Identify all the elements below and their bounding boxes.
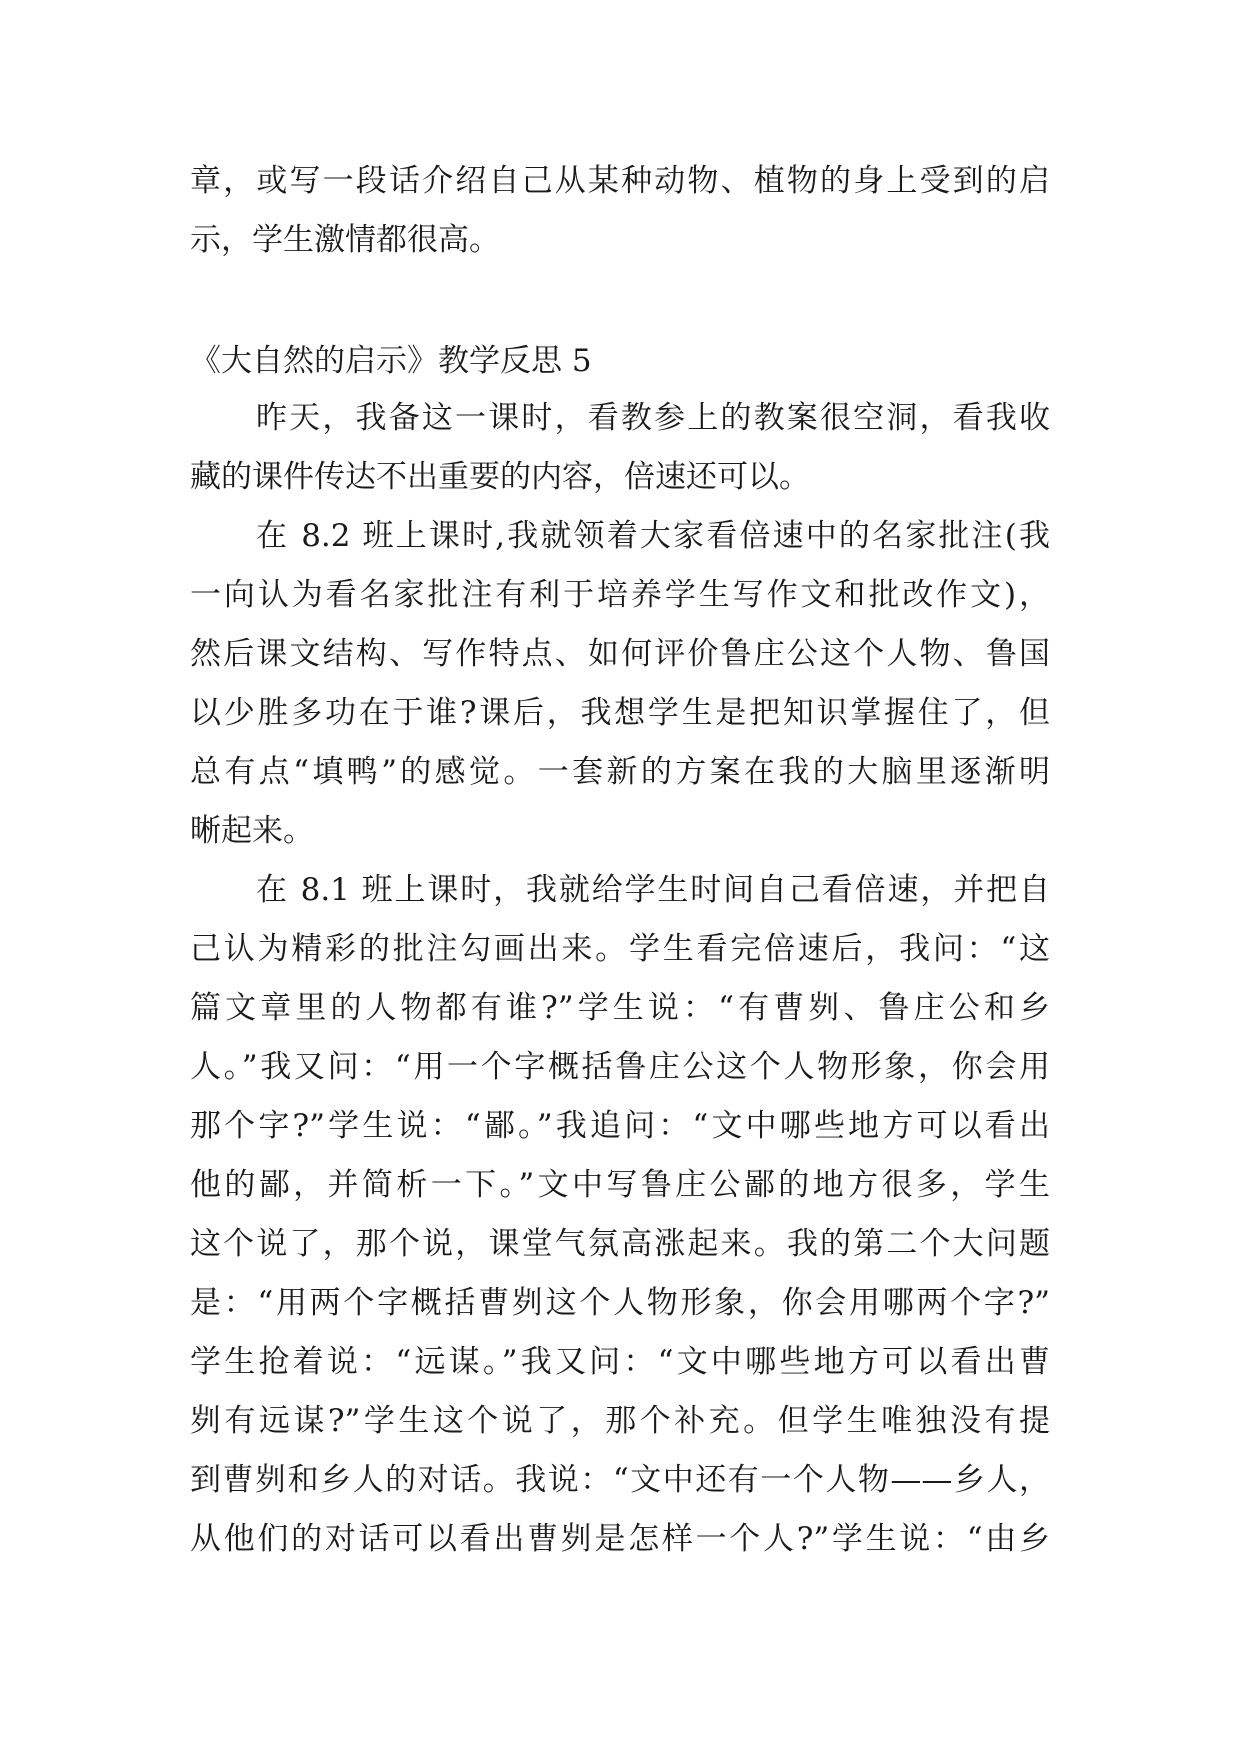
text-line: 在 8.2 班上课时,我就领着大家看倍速中的名家批注(我: [256, 518, 1050, 554]
text-line: 人。”我又问：“用一个字概括鲁庄公这个人物形象，你会用: [190, 1049, 1050, 1085]
text-line: 那个字?”学生说：“鄙。”我追问：“文中哪些地方可以看出: [190, 1108, 1050, 1144]
section-body: [190, 389, 1050, 1569]
text-line: 晰起来。: [190, 813, 314, 849]
text-line: 以少胜多功在于谁?课后，我想学生是把知识掌握住了，但: [190, 695, 1050, 731]
continuation-paragraph: [190, 152, 1050, 270]
text-line: 是：“用两个字概括曹刿这个人物形象，你会用哪两个字?”: [190, 1285, 1050, 1321]
paragraph: [190, 389, 1050, 507]
text-line: 刿有远谋?”学生这个说了，那个补充。但学生唯独没有提: [190, 1403, 1050, 1439]
text-line: 己认为精彩的批注勾画出来。学生看完倍速后，我问：“这: [190, 931, 1050, 967]
paragraph: [190, 861, 1050, 1569]
section-heading: 《大自然的启示》教学反思 5: [190, 343, 592, 379]
text-line: 藏的课件传达不出重要的内容，倍速还可以。: [190, 459, 810, 495]
text-line: 学生抢着说：“远谋。”我又问：“文中哪些地方可以看出曹: [190, 1344, 1050, 1380]
text-line: 总有点“填鸭”的感觉。一套新的方案在我的大脑里逐渐明: [190, 754, 1050, 790]
text-line: 章，或写一段话介绍自己从某种动物、植物的身上受到的启: [190, 163, 1050, 199]
text-line: 从他们的对话可以看出曹刿是怎样一个人?”学生说：“由乡: [190, 1521, 1050, 1557]
text-line: 示，学生激情都很高。: [190, 222, 500, 258]
text-line: 到曹刿和乡人的对话。我说：“文中还有一个人物——乡人，: [190, 1462, 1050, 1498]
text-line: 这个说了，那个说，课堂气氛高涨起来。我的第二个大问题: [190, 1226, 1050, 1262]
text-line: 昨天，我备这一课时，看教参上的教案很空洞，看我收: [256, 400, 1050, 436]
text-line: 篇文章里的人物都有谁?”学生说：“有曹刿、鲁庄公和乡: [190, 990, 1050, 1026]
text-line: 他的鄙，并简析一下。”文中写鲁庄公鄙的地方很多，学生: [190, 1167, 1050, 1203]
text-line: 在 8.1 班上课时，我就给学生时间自己看倍速，并把自: [256, 872, 1050, 908]
text-line: 然后课文结构、写作特点、如何评价鲁庄公这个人物、鲁国: [190, 636, 1050, 672]
text-line: 一向认为看名家批注有利于培养学生写作文和批改作文)，: [190, 577, 1050, 613]
paragraph: [190, 507, 1050, 861]
